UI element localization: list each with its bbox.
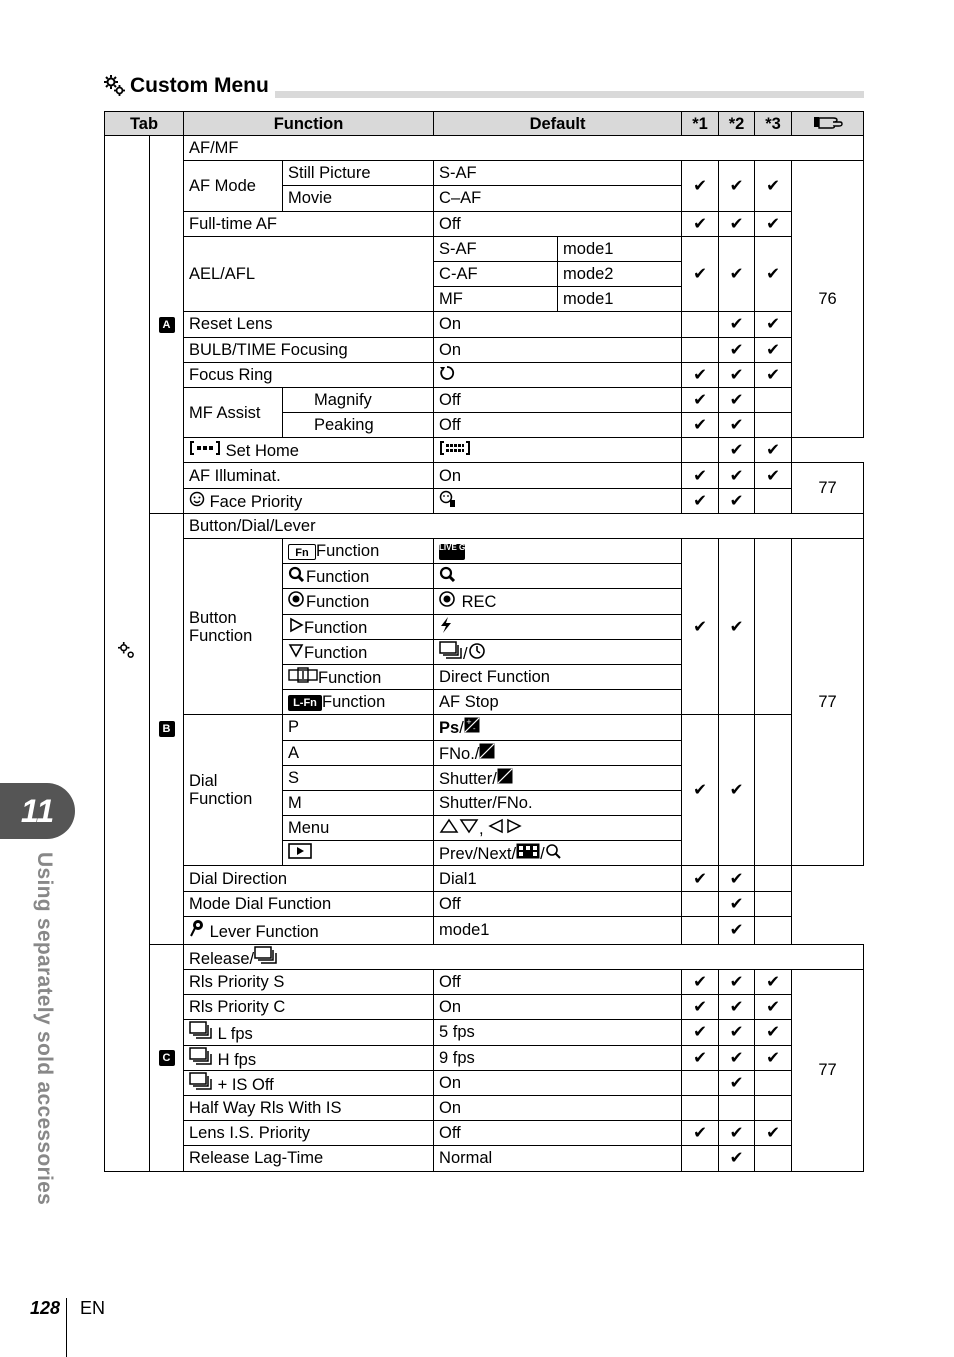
table-row	[105, 944, 864, 969]
dial-lever-icon	[288, 667, 318, 683]
magnify-icon	[439, 566, 457, 582]
default-value	[434, 816, 682, 841]
check-2: ✔	[719, 211, 755, 236]
default-value: Shutter/FNo.	[434, 790, 682, 815]
af-mode-label: AF Mode	[184, 161, 283, 211]
check-3: ✔	[755, 337, 792, 362]
reset-lens-label: Reset Lens	[184, 312, 434, 337]
table-row	[105, 488, 864, 513]
check-1: ✔	[682, 1045, 719, 1070]
check-3-empty	[755, 1070, 792, 1095]
check-2: ✔	[719, 463, 755, 488]
column-header-ref	[792, 112, 864, 136]
function-text: Function	[316, 542, 380, 561]
default-value	[434, 639, 682, 664]
check-3-empty	[755, 866, 792, 891]
check-1: ✔	[682, 1121, 719, 1146]
half-way-label: Half Way Rls With IS	[184, 1095, 434, 1120]
check-1-empty	[682, 891, 719, 916]
default-value: On	[434, 463, 682, 488]
table-row	[105, 236, 864, 261]
custom-menu-a-icon: A	[159, 317, 175, 333]
playback-icon	[288, 843, 312, 859]
check-2: ✔	[719, 1121, 755, 1146]
dial-function-label: Dial Function	[184, 715, 283, 866]
check-3: ✔	[755, 211, 792, 236]
default-value: mode1	[434, 916, 682, 944]
default-value: 5 fps	[434, 1020, 682, 1045]
arrow-right-icon	[288, 617, 304, 633]
check-3-empty	[755, 488, 792, 513]
column-header-3: *3	[755, 112, 792, 136]
slash: /	[540, 845, 545, 864]
face-priority-label: Face Priority	[209, 492, 303, 511]
column-header-1: *1	[682, 112, 719, 136]
check-1-empty	[682, 337, 719, 362]
check-2: ✔	[719, 1070, 755, 1095]
rotate-direction-icon	[439, 365, 455, 381]
check-1: ✔	[682, 236, 719, 312]
default-value	[434, 765, 682, 790]
function-text: Function	[304, 618, 368, 637]
default-value	[434, 539, 682, 564]
check-3: ✔	[755, 438, 792, 463]
lfn-function-label	[283, 690, 434, 715]
is-off-cell	[184, 1070, 434, 1095]
table-row	[105, 387, 864, 412]
l-fn-button-icon: L-Fn	[288, 695, 322, 711]
arrow-left-right-icon	[488, 818, 524, 834]
default-value: On	[434, 337, 682, 362]
set-home-label: Set Home	[225, 442, 299, 461]
check-3-empty	[755, 916, 792, 944]
column-header-function: Function	[184, 112, 434, 136]
check-3-empty	[755, 387, 792, 412]
check-3: ✔	[755, 1045, 792, 1070]
default-value: On	[434, 312, 682, 337]
function-text: Function	[318, 669, 382, 688]
section-a-label: AF/MF	[184, 136, 864, 161]
mode-dial-function-label: Mode Dial Function	[184, 891, 434, 916]
function-text: Function	[306, 593, 370, 612]
page-number: 128	[30, 1298, 61, 1318]
default-value: On	[434, 995, 682, 1020]
magnify-function-label	[283, 564, 434, 589]
custom-menu-b-icon: B	[159, 721, 175, 737]
check-3: ✔	[755, 995, 792, 1020]
is-off-label: + IS Off	[217, 1075, 274, 1094]
slash: /	[463, 644, 468, 663]
check-3-empty	[755, 1095, 792, 1120]
rec-button-icon	[288, 591, 306, 607]
lever-function-label: Lever Function	[209, 923, 319, 942]
table-row	[105, 866, 864, 891]
default-value	[434, 362, 682, 387]
section-c-label: Release/	[189, 949, 255, 968]
face-eye-priority-icon	[439, 490, 457, 508]
default-value: On	[434, 1070, 682, 1095]
af-mode-movie-default: C–AF	[434, 186, 682, 211]
default-value: Direct Function	[434, 664, 682, 689]
check-1: ✔	[682, 488, 719, 513]
check-2: ✔	[719, 970, 755, 995]
check-2: ✔	[719, 413, 755, 438]
check-2: ✔	[719, 916, 755, 944]
af-mode-still-default: S-AF	[434, 161, 682, 186]
sequential-shooting-icon	[189, 1021, 213, 1039]
check-1: ✔	[682, 970, 719, 995]
magnify-icon	[288, 566, 306, 582]
lens-is-label: Lens I.S. Priority	[184, 1121, 434, 1146]
check-3-empty	[755, 1146, 792, 1171]
column-header-default: Default	[434, 112, 682, 136]
default-value: Off	[434, 211, 682, 236]
table-row	[105, 312, 864, 337]
check-1-empty	[682, 1095, 719, 1120]
check-3: ✔	[755, 312, 792, 337]
page-ref: 77	[792, 539, 864, 866]
check-1: ✔	[682, 161, 719, 211]
page-footer	[30, 1298, 105, 1319]
rec-button-icon	[439, 591, 457, 607]
check-1: ✔	[682, 413, 719, 438]
mode-s-label: S	[283, 765, 434, 790]
fno-text: FNo./	[439, 744, 480, 763]
ael-mf: MF	[434, 287, 558, 312]
check-1: ✔	[682, 715, 719, 866]
table-row	[105, 891, 864, 916]
shutter-text: Shutter/	[439, 769, 497, 788]
table-row	[105, 513, 864, 538]
check-1-empty	[682, 438, 719, 463]
prev-next-text: Prev/Next/	[439, 845, 517, 864]
check-2: ✔	[719, 866, 755, 891]
check-2: ✔	[719, 387, 755, 412]
check-3: ✔	[755, 362, 792, 387]
af-illuminat-label: AF Illuminat.	[184, 463, 434, 488]
table-row	[105, 1095, 864, 1120]
arrow-down-icon	[288, 642, 304, 658]
table-row	[105, 1146, 864, 1171]
svg-text:-: -	[472, 725, 476, 734]
table-row	[105, 136, 864, 161]
default-value: Off	[434, 413, 682, 438]
function-text: Function	[322, 693, 386, 712]
table-row	[105, 362, 864, 387]
sequential-shooting-icon	[439, 641, 463, 659]
check-2: ✔	[719, 488, 755, 513]
check-1: ✔	[682, 387, 719, 412]
default-value	[434, 715, 682, 740]
check-1: ✔	[682, 539, 719, 715]
bulb-time-label: BULB/TIME Focusing	[184, 337, 434, 362]
af-target-all-icon	[439, 440, 471, 456]
custom-menu-c-icon: C	[159, 1050, 175, 1066]
check-3: ✔	[755, 1020, 792, 1045]
default-value: Normal	[434, 1146, 682, 1171]
section-c-label-cell	[184, 944, 864, 969]
check-3: ✔	[755, 236, 792, 312]
check-1: ✔	[682, 1020, 719, 1045]
page-ref: 77	[792, 463, 864, 513]
default-value: On	[434, 1095, 682, 1120]
default-value	[434, 740, 682, 765]
h-fps-cell	[184, 1045, 434, 1070]
ael-caf: C-AF	[434, 261, 558, 286]
right-function-label	[283, 614, 434, 639]
sequential-shooting-icon	[189, 1072, 213, 1090]
chapter-title: Using separately sold accessories	[33, 852, 56, 1206]
slash: /	[459, 719, 464, 738]
ael-saf: S-AF	[434, 236, 558, 261]
rec-text: REC	[461, 593, 497, 612]
separator: ,	[479, 820, 484, 839]
down-function-label	[283, 639, 434, 664]
check-2: ✔	[719, 539, 755, 715]
page-ref: 76	[792, 161, 864, 438]
check-2: ✔	[719, 236, 755, 312]
menu-label: Menu	[283, 816, 434, 841]
check-1-empty	[682, 312, 719, 337]
custom-menu-gear-icon	[118, 642, 136, 660]
column-header-tab: Tab	[105, 112, 184, 136]
full-time-af-label: Full-time AF	[184, 211, 434, 236]
subtab-c-cell	[150, 944, 184, 1171]
sequential-shooting-icon	[189, 1047, 213, 1065]
fn-function-label	[283, 539, 434, 564]
check-1: ✔	[682, 463, 719, 488]
rls-priority-c-label: Rls Priority C	[184, 995, 434, 1020]
default-value	[434, 488, 682, 513]
table-row	[105, 1020, 864, 1045]
index-display-icon	[516, 843, 540, 859]
flash-icon	[439, 617, 453, 633]
program-shift-text: Ps	[439, 719, 460, 738]
mode-a-label: A	[283, 740, 434, 765]
chapter-number: 11	[20, 792, 55, 829]
rls-priority-s-label: Rls Priority S	[184, 970, 434, 995]
check-2: ✔	[719, 337, 755, 362]
exposure-compensation-icon	[479, 743, 495, 759]
playback-label	[283, 841, 434, 866]
face-priority-cell	[184, 488, 434, 513]
section-b-label: Button/Dial/Lever	[184, 513, 864, 538]
tab-cell	[105, 136, 150, 1172]
custom-menu-table	[104, 111, 864, 1172]
default-value	[434, 438, 682, 463]
check-3: ✔	[755, 463, 792, 488]
check-2: ✔	[719, 362, 755, 387]
check-1-empty	[682, 1146, 719, 1171]
check-2: ✔	[719, 1045, 755, 1070]
ael-mode: mode2	[558, 261, 682, 286]
default-value: Dial1	[434, 866, 682, 891]
page-ref: 77	[792, 970, 864, 1172]
l-fps-label: L fps	[217, 1025, 253, 1044]
live-guide-icon: LIVE GUIDE	[439, 544, 465, 560]
fn-button-icon: Fn	[288, 544, 316, 560]
table-row	[105, 161, 864, 186]
check-2: ✔	[719, 312, 755, 337]
lever-icon	[189, 919, 205, 937]
table-row	[105, 337, 864, 362]
check-1: ✔	[682, 362, 719, 387]
release-lag-label: Release Lag-Time	[184, 1146, 434, 1171]
self-timer-icon	[468, 641, 486, 659]
peaking-label: Peaking	[283, 413, 434, 438]
default-value: Off	[434, 1121, 682, 1146]
language-code: EN	[80, 1298, 106, 1318]
arrow-up-down-icon	[439, 818, 479, 834]
check-1: ✔	[682, 995, 719, 1020]
dial-direction-label: Dial Direction	[184, 866, 434, 891]
check-1: ✔	[682, 866, 719, 891]
face-icon	[189, 491, 205, 507]
subtab-a-cell	[150, 136, 184, 514]
check-3-empty	[755, 715, 792, 866]
default-value: Off	[434, 891, 682, 916]
rec-function-label	[283, 589, 434, 614]
check-3: ✔	[755, 1121, 792, 1146]
ael-mode: mode1	[558, 236, 682, 261]
default-value: Off	[434, 387, 682, 412]
exposure-compensation-icon	[464, 717, 480, 733]
button-function-label: Button Function	[184, 539, 283, 715]
set-home-cell	[184, 438, 434, 463]
magnify-label: Magnify	[283, 387, 434, 412]
table-row	[105, 1121, 864, 1146]
table-row	[105, 715, 864, 740]
ael-mode: mode1	[558, 287, 682, 312]
default-value	[434, 614, 682, 639]
table-row	[105, 438, 864, 463]
af-target-icon	[189, 440, 221, 456]
column-header-2: *2	[719, 112, 755, 136]
heading-title	[104, 74, 275, 98]
still-picture-label: Still Picture	[283, 161, 434, 186]
check-3-empty	[755, 539, 792, 715]
exposure-compensation-icon	[497, 768, 513, 784]
custom-menu-gear-icon	[104, 75, 126, 97]
mode-m-label: M	[283, 790, 434, 815]
check-2: ✔	[719, 995, 755, 1020]
mf-assist-label: MF Assist	[184, 387, 283, 437]
ael-afl-label: AEL/AFL	[184, 236, 434, 312]
table-row	[105, 463, 864, 488]
check-2: ✔	[719, 438, 755, 463]
table-header-row	[105, 112, 864, 136]
table-row	[105, 539, 864, 564]
dial-function-button-label	[283, 664, 434, 689]
check-3: ✔	[755, 970, 792, 995]
table-row	[105, 995, 864, 1020]
check-2: ✔	[719, 161, 755, 211]
lever-function-cell	[184, 916, 434, 944]
function-text: Function	[306, 568, 370, 587]
function-text: Function	[304, 643, 368, 662]
page-reference-hand-icon	[813, 114, 843, 130]
subtab-b-cell	[150, 513, 184, 944]
movie-label: Movie	[283, 186, 434, 211]
magnify-icon	[545, 843, 563, 859]
check-2: ✔	[719, 715, 755, 866]
table-row	[105, 211, 864, 236]
check-2-empty	[719, 1095, 755, 1120]
check-3-empty	[755, 891, 792, 916]
default-value	[434, 589, 682, 614]
chapter-tab	[0, 783, 75, 839]
h-fps-label: H fps	[217, 1050, 257, 1069]
heading-text: Custom Menu	[130, 74, 269, 97]
sequential-shooting-icon	[254, 946, 278, 964]
check-2: ✔	[719, 1146, 755, 1171]
default-value: AF Stop	[434, 690, 682, 715]
check-1: ✔	[682, 211, 719, 236]
check-2: ✔	[719, 1020, 755, 1045]
mode-p-label: P	[283, 715, 434, 740]
check-1-empty	[682, 1070, 719, 1095]
table-row	[105, 970, 864, 995]
section-heading	[104, 72, 864, 100]
check-3: ✔	[755, 161, 792, 211]
default-value	[434, 564, 682, 589]
check-1-empty	[682, 916, 719, 944]
table-row	[105, 916, 864, 944]
footer-divider	[66, 1298, 67, 1357]
check-2: ✔	[719, 891, 755, 916]
l-fps-cell	[184, 1020, 434, 1045]
check-3-empty	[755, 413, 792, 438]
default-value: Off	[434, 970, 682, 995]
default-value	[434, 841, 682, 866]
table-row	[105, 1070, 864, 1095]
svg-text:+: +	[465, 718, 472, 727]
table-row	[105, 1045, 864, 1070]
focus-ring-label: Focus Ring	[184, 362, 434, 387]
default-value: 9 fps	[434, 1045, 682, 1070]
